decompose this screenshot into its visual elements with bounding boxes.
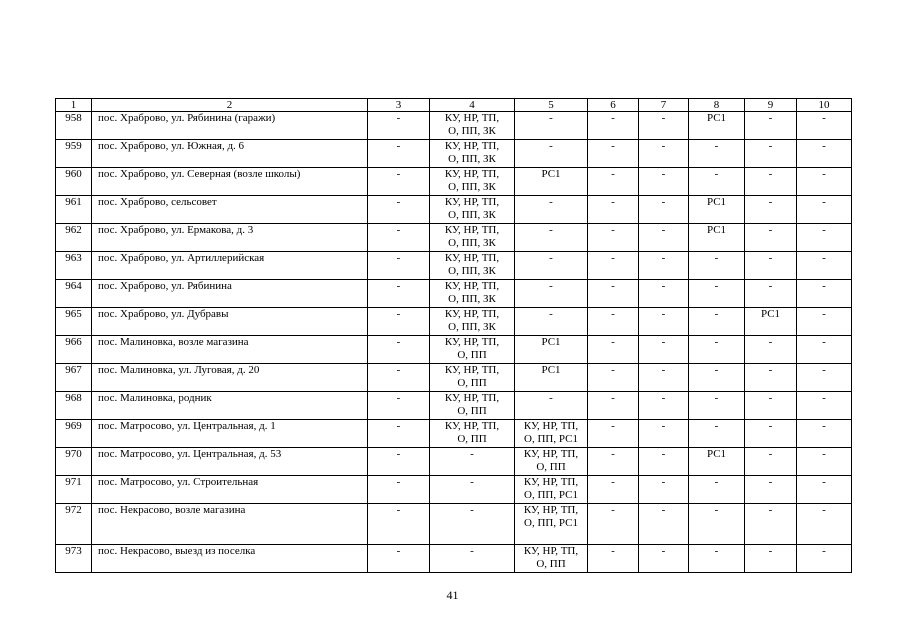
col-6-cell: - [588,448,639,476]
col-3-cell: - [368,448,430,476]
col-5-cell: - [515,140,588,168]
row-number-cell: 958 [56,112,92,140]
col-10-cell: - [797,392,852,420]
row-number-cell: 970 [56,448,92,476]
row-number-cell: 959 [56,140,92,168]
col-8-cell: - [689,545,745,573]
col-4-cell: - [430,448,515,476]
location-cell: пос. Храброво, ул. Южная, д. 6 [92,140,368,168]
col-5-cell: - [515,224,588,252]
location-cell: пос. Матросово, ул. Центральная, д. 53 [92,448,368,476]
col-6-cell: - [588,420,639,448]
col-3-cell: - [368,224,430,252]
row-number-cell: 960 [56,168,92,196]
col-3-cell: - [368,336,430,364]
location-cell: пос. Храброво, сельсовет [92,196,368,224]
header-cell: 8 [689,99,745,112]
col-8-cell: - [689,252,745,280]
table-row [56,336,852,364]
col-4-cell: - [430,504,515,545]
col-8-cell: - [689,420,745,448]
row-number-cell: 973 [56,545,92,573]
location-cell: пос. Матросово, ул. Центральная, д. 1 [92,420,368,448]
col-10-cell: - [797,504,852,545]
col-8-cell: - [689,392,745,420]
col-5-cell: КУ, НР, ТП, О, ПП [515,448,588,476]
table-row [56,545,852,573]
table-row [56,504,852,545]
col-10-cell: - [797,476,852,504]
col-5-cell: - [515,280,588,308]
location-cell: пос. Матросово, ул. Строительная [92,476,368,504]
data-table [55,98,852,573]
col-7-cell: - [639,364,689,392]
row-number-cell: 969 [56,420,92,448]
row-number-cell: 972 [56,504,92,545]
col-7-cell: - [639,392,689,420]
table-row [56,112,852,140]
col-7-cell: - [639,308,689,336]
col-5-cell: - [515,392,588,420]
col-8-cell: РС1 [689,224,745,252]
col-5-cell: - [515,196,588,224]
col-9-cell: - [745,168,797,196]
col-10-cell: - [797,545,852,573]
col-6-cell: - [588,476,639,504]
table-row [56,140,852,168]
col-9-cell: - [745,112,797,140]
col-6-cell: - [588,140,639,168]
col-3-cell: - [368,476,430,504]
col-4-cell: КУ, НР, ТП, О, ПП, ЗК [430,224,515,252]
header-cell: 2 [92,99,368,112]
table-row [56,280,852,308]
col-9-cell: - [745,140,797,168]
row-number-cell: 963 [56,252,92,280]
col-10-cell: - [797,168,852,196]
table-row [56,364,852,392]
col-5-cell: РС1 [515,168,588,196]
col-3-cell: - [368,140,430,168]
header-cell: 5 [515,99,588,112]
table-row [56,196,852,224]
col-4-cell: КУ, НР, ТП, О, ПП, ЗК [430,196,515,224]
col-5-cell: КУ, НР, ТП, О, ПП, РС1 [515,504,588,545]
col-9-cell: РС1 [745,308,797,336]
col-9-cell: - [745,476,797,504]
col-10-cell: - [797,224,852,252]
table-row [56,168,852,196]
col-4-cell: КУ, НР, ТП, О, ПП [430,392,515,420]
col-10-cell: - [797,280,852,308]
col-7-cell: - [639,168,689,196]
col-8-cell: РС1 [689,196,745,224]
col-8-cell: - [689,364,745,392]
col-9-cell: - [745,448,797,476]
col-4-cell: КУ, НР, ТП, О, ПП, ЗК [430,252,515,280]
row-number-cell: 962 [56,224,92,252]
col-3-cell: - [368,252,430,280]
location-cell: пос. Храброво, ул. Рябинина [92,280,368,308]
col-6-cell: - [588,196,639,224]
col-10-cell: - [797,308,852,336]
table-row [56,308,852,336]
col-10-cell: - [797,112,852,140]
col-4-cell: КУ, НР, ТП, О, ПП, ЗК [430,140,515,168]
header-cell: 4 [430,99,515,112]
col-6-cell: - [588,545,639,573]
col-8-cell: - [689,140,745,168]
col-6-cell: - [588,308,639,336]
col-3-cell: - [368,196,430,224]
col-6-cell: - [588,504,639,545]
col-6-cell: - [588,252,639,280]
col-8-cell: РС1 [689,448,745,476]
col-5-cell: КУ, НР, ТП, О, ПП [515,545,588,573]
col-10-cell: - [797,364,852,392]
row-number-cell: 967 [56,364,92,392]
col-7-cell: - [639,336,689,364]
col-9-cell: - [745,392,797,420]
location-cell: пос. Малиновка, возле магазина [92,336,368,364]
col-7-cell: - [639,420,689,448]
location-cell: пос. Некрасово, выезд из поселка [92,545,368,573]
page-number: 41 [446,588,459,602]
header-cell: 1 [56,99,92,112]
table-row [56,224,852,252]
col-10-cell: - [797,140,852,168]
col-5-cell: - [515,308,588,336]
location-cell: пос. Храброво, ул. Рябинина (гаражи) [92,112,368,140]
table-row [56,252,852,280]
row-number-cell: 961 [56,196,92,224]
col-7-cell: - [639,140,689,168]
header-cell: 3 [368,99,430,112]
location-cell: пос. Малиновка, родник [92,392,368,420]
col-9-cell: - [745,420,797,448]
location-cell: пос. Храброво, ул. Артиллерийская [92,252,368,280]
location-cell: пос. Храброво, ул. Ермакова, д. 3 [92,224,368,252]
col-3-cell: - [368,420,430,448]
col-7-cell: - [639,280,689,308]
row-number-cell: 966 [56,336,92,364]
col-7-cell: - [639,112,689,140]
col-3-cell: - [368,280,430,308]
col-6-cell: - [588,224,639,252]
col-5-cell: КУ, НР, ТП, О, ПП, РС1 [515,420,588,448]
row-number-cell: 971 [56,476,92,504]
col-7-cell: - [639,448,689,476]
col-9-cell: - [745,336,797,364]
col-6-cell: - [588,392,639,420]
location-cell: пос. Храброво, ул. Северная (возле школы) [92,168,368,196]
col-9-cell: - [745,504,797,545]
col-7-cell: - [639,252,689,280]
col-5-cell: КУ, НР, ТП, О, ПП, РС1 [515,476,588,504]
col-10-cell: - [797,448,852,476]
col-7-cell: - [639,224,689,252]
col-4-cell: КУ, НР, ТП, О, ПП [430,420,515,448]
col-3-cell: - [368,112,430,140]
col-6-cell: - [588,280,639,308]
col-6-cell: - [588,112,639,140]
col-4-cell: КУ, НР, ТП, О, ПП, ЗК [430,168,515,196]
header-cell: 6 [588,99,639,112]
location-cell: пос. Некрасово, возле магазина [92,504,368,545]
header-cell: 10 [797,99,852,112]
col-3-cell: - [368,308,430,336]
col-10-cell: - [797,196,852,224]
location-cell: пос. Малиновка, ул. Луговая, д. 20 [92,364,368,392]
col-3-cell: - [368,168,430,196]
col-4-cell: - [430,545,515,573]
col-9-cell: - [745,224,797,252]
col-8-cell: - [689,336,745,364]
table-row [56,476,852,504]
table-header-row [56,99,852,112]
col-10-cell: - [797,336,852,364]
col-9-cell: - [745,280,797,308]
col-8-cell: - [689,308,745,336]
col-9-cell: - [745,364,797,392]
col-4-cell: КУ, НР, ТП, О, ПП, ЗК [430,112,515,140]
col-8-cell: - [689,280,745,308]
col-9-cell: - [745,252,797,280]
col-5-cell: - [515,112,588,140]
col-8-cell: - [689,168,745,196]
col-7-cell: - [639,545,689,573]
row-number-cell: 965 [56,308,92,336]
row-number-cell: 968 [56,392,92,420]
col-3-cell: - [368,392,430,420]
col-7-cell: - [639,196,689,224]
col-4-cell: КУ, НР, ТП, О, ПП [430,364,515,392]
col-5-cell: РС1 [515,364,588,392]
row-number-cell: 964 [56,280,92,308]
col-9-cell: - [745,196,797,224]
col-4-cell: КУ, НР, ТП, О, ПП [430,336,515,364]
table-row [56,420,852,448]
col-8-cell: - [689,476,745,504]
col-6-cell: - [588,364,639,392]
header-cell: 9 [745,99,797,112]
col-8-cell: - [689,504,745,545]
col-3-cell: - [368,504,430,545]
col-3-cell: - [368,545,430,573]
col-4-cell: КУ, НР, ТП, О, ПП, ЗК [430,308,515,336]
col-5-cell: РС1 [515,336,588,364]
col-6-cell: - [588,336,639,364]
location-cell: пос. Храброво, ул. Дубравы [92,308,368,336]
col-5-cell: - [515,252,588,280]
col-9-cell: - [745,545,797,573]
table-row [56,448,852,476]
col-4-cell: КУ, НР, ТП, О, ПП, ЗК [430,280,515,308]
col-6-cell: - [588,168,639,196]
col-3-cell: - [368,364,430,392]
table-body [56,99,852,573]
col-7-cell: - [639,476,689,504]
header-cell: 7 [639,99,689,112]
col-8-cell: РС1 [689,112,745,140]
col-4-cell: - [430,476,515,504]
col-7-cell: - [639,504,689,545]
col-10-cell: - [797,420,852,448]
table-row [56,392,852,420]
col-10-cell: - [797,252,852,280]
